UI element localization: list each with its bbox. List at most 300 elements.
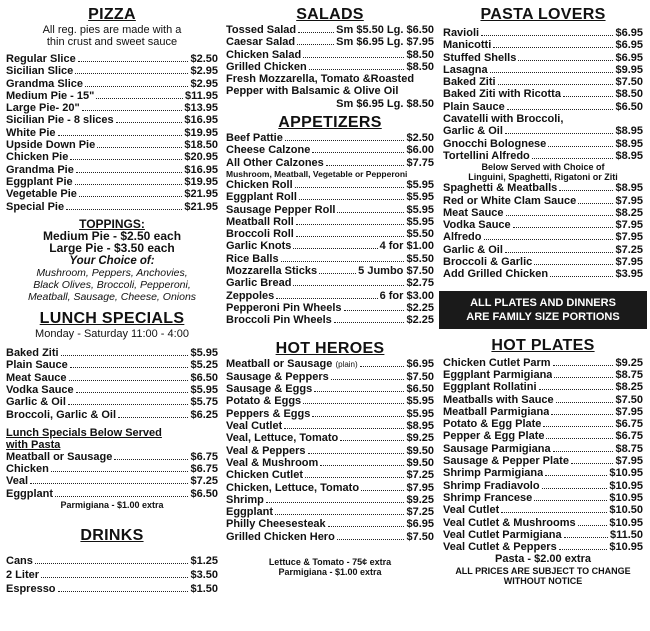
item-name: Beef Pattie [226,132,283,145]
item-name: Chicken Roll [226,178,293,191]
item-name: Vodka Sauce [443,219,511,232]
menu-item [443,529,643,541]
item-name: Vegetable Pie [6,188,77,201]
plates-list [443,357,643,554]
item-price: $5.50 [406,228,434,241]
item-price: $19.95 [184,175,218,188]
item-price: $8.75 [615,442,643,455]
menu-item [226,157,434,169]
item-price: $7.95 [615,231,643,244]
menu-item: Cavatelli with Broccoli, [443,113,564,126]
menu-item [226,358,434,371]
item-name: Spaghetti & Meatballs [443,182,558,195]
menu-item [443,394,643,406]
item-price: $6.95 [406,357,434,370]
toppings-title: TOPPINGS: [79,216,145,231]
item-name: Eggplant Pie [6,175,73,188]
price-disclaimer: ALL PRICES ARE SUBJECT TO CHANGE [455,565,631,576]
menu-item [226,494,434,506]
item-price: $6.50 [615,100,643,113]
item-price: $16.95 [184,114,218,127]
lunch-pasta-note: with Pasta [6,438,61,451]
menu-item [6,201,218,213]
item-price: $5.95 [190,383,218,396]
menu-item [6,151,218,163]
menu-item [226,191,434,203]
menu-item [226,302,434,314]
column-middle [226,0,434,577]
menu-item [226,408,434,420]
item-price: $2.25 [406,314,434,327]
menu-item [6,582,218,596]
item-price: $6.95 [615,39,643,52]
column-left [6,0,218,596]
item-price: $6.75 [190,463,218,476]
menu-item [226,24,434,36]
item-name: Alfredo [443,231,482,244]
menu-item [6,396,218,408]
pasta-title: PASTA LOVERS [480,6,606,23]
item-name: Veal, Lettuce, Tomato [226,432,339,445]
item-name: Grandma Pie [6,163,74,176]
menu-item [226,240,434,252]
menu-item [443,467,643,479]
item-name: Veal Cutlet [226,420,283,433]
menu-item [6,127,218,139]
menu-item [6,372,218,384]
menu-item [6,78,218,90]
item-price: $7.50 [615,393,643,406]
menu-item [6,488,218,500]
menu-item [226,228,434,240]
menu-item [226,531,434,543]
item-price: $18.50 [184,139,218,152]
item-price: $2.50 [190,53,218,65]
menu-item [6,114,218,126]
item-price: $8.25 [615,206,643,219]
menu-item [226,179,434,191]
item-price: $10.50 [609,504,643,517]
item-price: $6.25 [190,408,218,421]
item-price: $5.75 [190,396,218,409]
menu-item [6,568,218,582]
item-name: Vodka Sauce [6,383,74,396]
item-name: Veal Cutlet & Peppers [443,541,557,554]
lunch-list [6,347,218,421]
item-name: Gnocchi Bolognese [443,137,547,150]
item-name: Espresso [6,583,56,596]
pizza-note: All reg. pies are made with a [42,24,182,36]
menu-item [6,176,218,188]
item-name: Eggplant [226,506,274,519]
topping-choices: Mushroom, Peppers, Anchovies, [36,267,188,280]
item-name: Meatball or Sausage [226,357,333,370]
menu-item [226,36,434,48]
toppings-medium: Medium Pie - $2.50 each [42,229,182,244]
menu-item [6,53,218,65]
item-name: Red or White Clam Sauce [443,194,577,207]
item-price: Sm $6.95 Lg. $8.50 [336,97,434,110]
item-note: (plain) [335,359,358,369]
item-name: Plain Sauce [6,359,68,372]
item-name: Special Pie [6,200,65,213]
menu-item [443,406,643,418]
heroes-title: HOT HEROES [275,339,385,357]
item-name: 2 Liter [6,569,40,582]
menu-item [443,418,643,430]
item-price: $8.95 [615,182,643,195]
item-price: $10.95 [609,479,643,492]
item-name: Caesar Salad [226,36,296,49]
item-name: Sausage Pepper Roll [226,203,336,216]
item-name: Philly Cheesesteak [226,518,326,531]
lunch-pasta-list [6,451,218,500]
menu-item [443,443,643,455]
item-name: Garlic Bread [226,277,292,290]
item-price: $5.95 [190,347,218,360]
item-quantity: 4 for [379,240,404,253]
item-price: $7.50 [615,76,643,89]
menu-item [226,61,434,73]
choice-title: Your Choice of: [69,254,155,267]
item-name: Meatballs with Sauce [443,393,554,406]
heroes-note: Parmigiana - $1.00 extra [278,566,382,577]
lunch-parmigiana-note: Parmigiana - $1.00 extra [60,500,164,511]
item-price: $8.95 [615,137,643,150]
item-name: Mozzarella Sticks [226,265,318,278]
menu-item [6,139,218,151]
item-name: Broccoli Roll [226,228,294,241]
salads-list [226,24,434,110]
menu-item [226,49,434,61]
item-name: Eggplant Roll [226,191,297,204]
item-name: Veal & Peppers [226,444,306,457]
menu-item [443,256,643,268]
appetizers-list [226,132,434,326]
item-price: $11.95 [184,89,218,102]
item-price: $10.95 [609,516,643,529]
menu-item [226,204,434,216]
item-name: Chicken, Lettuce, Tomato [226,481,360,494]
menu-item [226,383,434,395]
toppings-large: Large Pie - $3.50 each [49,241,175,256]
item-price: $6.75 [615,430,643,443]
item-name: Potato & Eggs [226,395,302,408]
item-name: Meatball Parmigiana [443,405,550,418]
item-price: $5.95 [406,215,434,228]
item-name: Broccoli & Garlic [443,256,533,269]
item-price: $10.95 [609,541,643,554]
menu-item: Fresh Mozzarella, Tomato &Roasted [226,73,415,86]
menu-item [443,357,643,369]
item-name: Eggplant [6,487,54,500]
item-price: $7.95 [615,219,643,232]
menu-item [226,216,434,228]
item-price: $7.25 [406,506,434,519]
item-name: Shrimp [226,493,264,506]
calzone-note: Mushroom, Meatball, Vegetable or Pepperoni [226,168,408,179]
item-price: $21.95 [184,188,218,201]
item-price: $13.95 [184,102,218,115]
menu-item [6,188,218,200]
menu-item [6,451,218,463]
item-price: $5.95 [406,178,434,191]
item-name: Sausage & Eggs [226,383,313,396]
pasta-choice-note: Below Served with Choice of [481,162,605,173]
column-right [443,0,643,586]
menu-item [226,290,434,302]
item-name: Zeppoles [226,289,275,302]
topping-choices: Black Olives, Broccoli, Pepperoni, [33,279,191,292]
heroes-list [226,358,434,543]
item-price: $6.75 [615,418,643,431]
item-name: Garlic & Oil [443,243,503,256]
item-name: Chicken Salad [226,48,302,61]
item-price: $16.95 [184,163,218,176]
item-price: $5.25 [190,359,218,372]
item-name: Veal & Mushroom [226,456,319,469]
item-price: $6.95 [615,27,643,39]
menu-item [226,445,434,457]
menu-item [443,207,643,219]
item-name: All Other Calzones [226,156,324,169]
item-price: $1.50 [190,583,218,596]
item-name: Grilled Chicken [226,60,307,73]
menu-item [226,457,434,469]
item-price: $6.50 [190,487,218,500]
item-name: Veal [6,475,29,488]
item-price: $9.25 [406,432,434,445]
item-price: $2.75 [406,277,434,290]
item-name: Baked Ziti [6,347,59,360]
item-name: Cans [6,555,33,568]
item-price: $9.50 [406,444,434,457]
menu-item [443,430,643,442]
item-price: $9.95 [615,63,643,76]
item-quantity: 6 for [379,289,404,302]
item-price: $7.95 [615,455,643,468]
lunch-title: LUNCH SPECIALS [39,310,185,328]
item-name: Sausage & Pepper Plate [443,455,569,468]
menu-item [443,52,643,64]
menu-item [226,506,434,518]
item-price: $6.50 [406,383,434,396]
menu-item [443,76,643,88]
pizza-list [6,53,218,213]
item-name: Manicotti [443,39,492,52]
item-name: Medium Pie - 15" [6,89,95,102]
menu-item [226,395,434,407]
family-size-banner [439,291,647,329]
item-name: Chicken [6,463,49,476]
item-price: $8.75 [615,368,643,381]
item-name: Veal Cutlet [443,504,500,517]
menu-item [443,455,643,467]
item-name: Potato & Egg Plate [443,418,542,431]
menu-item [6,90,218,102]
item-price: $7.95 [615,194,643,207]
item-name: Chicken Pie [6,151,69,164]
plates-pasta-note: Pasta - $2.00 extra [494,553,591,566]
menu-item [226,132,434,144]
drinks-list [6,554,218,596]
menu-item [6,475,218,487]
item-price: $8.50 [406,60,434,73]
item-price: $19.95 [184,126,218,139]
appetizers-title: APPETIZERS [278,114,382,132]
menu-item [443,64,643,76]
menu-item [6,359,218,371]
menu-item [6,463,218,475]
item-name: Garlic & Oil [6,396,66,409]
menu-item [443,369,643,381]
item-name: Tossed Salad [226,24,297,36]
price-disclaimer: WITHOUT NOTICE [503,575,583,586]
item-name: Veal Cutlet & Mushrooms [443,516,576,529]
item-price: $1.25 [190,555,218,568]
item-name: Baked Ziti [443,76,496,89]
item-name: Eggplant Parmigiana [443,368,553,381]
item-price: $2.50 [406,132,434,145]
item-name: Broccoli Pin Wheels [226,314,332,327]
item-name: Shrimp Fradiavolo [443,479,540,492]
item-name: Shrimp Parmigiana [443,467,544,480]
item-name: Broccoli, Garlic & Oil [6,408,117,421]
item-price: $8.95 [406,420,434,433]
item-price: $7.75 [406,156,434,169]
menu-item [443,125,643,137]
item-price: $6.00 [406,144,434,157]
menu-item [443,138,643,150]
pasta-list [443,27,643,281]
salads-title: SALADS [296,6,364,23]
item-name: Baked Ziti with Ricotta [443,88,561,101]
item-name: Stuffed Shells [443,51,517,64]
item-name: Chicken Cutlet Parm [443,356,551,369]
item-name: Garlic Knots [226,240,292,253]
item-price: $7.25 [406,469,434,482]
item-name: Upside Down Pie [6,139,96,152]
item-name: Eggplant Rollatini [443,381,537,394]
item-name: Pepper & Egg Plate [443,430,545,443]
item-name: Pepperoni Pin Wheels [226,301,342,314]
item-name: Grilled Chicken Hero [226,530,335,543]
menu-item [443,150,643,162]
item-name: Rice Balls [226,252,279,265]
item-price: $7.50 [406,370,434,383]
menu-item [6,65,218,77]
item-price: $7.50 [406,530,434,543]
pizza-title: PIZZA [88,6,136,23]
item-price: $2.95 [190,77,218,90]
item-name: Meat Sauce [6,371,67,384]
item-price: $6.50 [190,371,218,384]
menu-item: Pepper with Balsamic & Olive Oil [226,85,399,98]
item-name: Garlic & Oil [443,125,503,138]
menu-item [443,541,643,553]
item-name: White Pie [6,126,56,139]
item-price: $7.50 [406,265,434,278]
item-price: $5.95 [406,395,434,408]
menu-item [226,253,434,265]
menu-item [6,164,218,176]
item-price: $6.75 [190,450,218,463]
item-name: Chicken Cutlet [226,469,304,482]
menu-item [443,27,643,39]
menu-item [443,101,643,113]
item-price: $9.25 [615,356,643,369]
menu-item [443,88,643,100]
item-price: $7.25 [615,243,643,256]
item-price: Sm $6.95 Lg. $7.95 [336,36,434,49]
item-price: $5.50 [406,252,434,265]
item-name: Regular Slice [6,53,76,65]
menu-item [443,39,643,51]
item-price: $2.25 [406,301,434,314]
menu-item [226,314,434,326]
menu-item [443,182,643,194]
menu-item [443,480,643,492]
menu-item [443,492,643,504]
menu-item [226,482,434,494]
menu-item [443,195,643,207]
drinks-title: DRINKS [80,527,144,545]
lunch-pasta-note: Lunch Specials Below Served [6,426,162,439]
menu-item [6,384,218,396]
item-name: Large Pie- 20" [6,102,80,115]
menu-item [226,371,434,383]
item-name: Sicilian Slice [6,65,74,78]
item-name: Cheese Calzone [226,144,311,157]
item-price: $7.95 [406,481,434,494]
item-price: $10.95 [609,467,643,480]
item-price: $3.00 [406,289,434,302]
item-price: $8.95 [615,125,643,138]
item-name: Veal Cutlet Parmigiana [443,528,562,541]
pasta-choice-note: Linguini, Spaghetti, Rigatoni or Ziti [468,172,618,183]
menu-item [6,409,218,421]
item-price: $8.95 [615,149,643,162]
item-price: $7.25 [190,475,218,488]
menu-item [6,554,218,568]
menu-item [226,432,434,444]
topping-choices: Meatball, Sausage, Cheese, Onions [27,291,197,304]
item-price: $8.50 [406,48,434,61]
banner-line: ARE FAMILY SIZE PORTIONS [466,310,620,323]
item-price: $9.50 [406,456,434,469]
menu-item [226,518,434,530]
banner-line: ALL PLATES AND DINNERS [470,296,616,309]
menu-item [226,420,434,432]
menu-item [443,504,643,516]
item-price: $2.95 [190,65,218,78]
menu-item [443,231,643,243]
item-name: Lasagna [443,63,488,76]
menu-item [226,265,434,277]
item-price: $5.95 [406,191,434,204]
item-name: Meatball Roll [226,215,294,228]
menu-item [443,381,643,393]
item-name: Ravioli [443,27,480,39]
item-name: Shrimp Francese [443,491,533,504]
menu-item [443,219,643,231]
item-name: Tortellini Alfredo [443,149,530,162]
menu-item [226,469,434,481]
item-price: $3.50 [190,569,218,582]
item-price: $7.95 [615,256,643,269]
item-price: $8.25 [615,381,643,394]
menu-item [226,277,434,289]
